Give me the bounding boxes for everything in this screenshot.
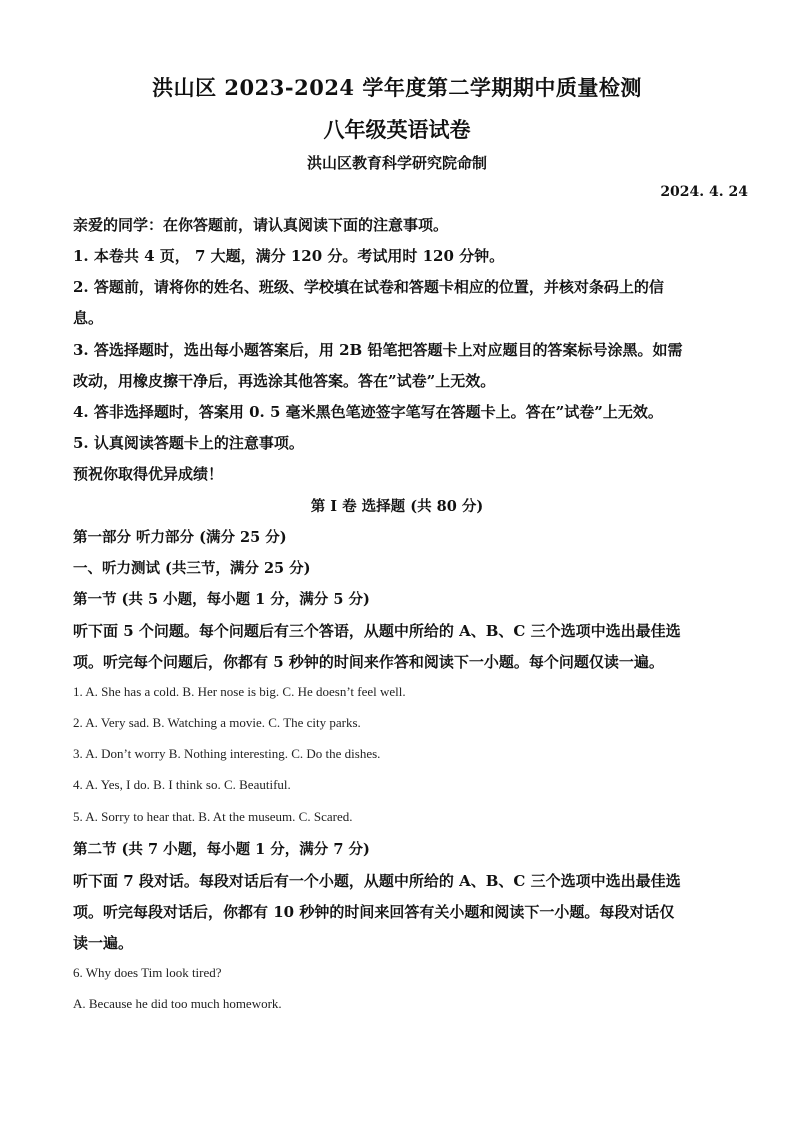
notice-item: 改动，用橡皮擦干净后，再选涂其他答案。答在”试卷”上无效。 [73,372,496,390]
notice-item: 息。 [73,309,104,327]
exam-organizer: 洪山区教育科学研究院命制 [306,154,487,172]
notice-item: 4. 答非选择题时，答案用 0. 5 毫米黑色笔迹签字笔写在答题卡上。答在”试卷”上无效。 [73,403,663,421]
notice-wish: 预祝你取得优异成绩！ [73,465,224,483]
notice-item: 1. 本卷共 4 页， 7 大题，满分 120 分。考试用时 120 分钟。 [73,247,505,265]
question-4: 4. A. Yes, I do. B. I think so. C. Beautiful. [73,777,291,792]
question-6: 6. Why does Tim look tired? [73,965,222,980]
question-2: 2. A. Very sad. B. Watching a movie. C. The city parks. [73,715,361,730]
volume-heading: 第 I 卷 选择题 (共 80 分) [310,498,484,515]
section2-heading: 第二节 (共 7 小题，每小题 1 分，满分 7 分) [73,841,370,858]
notice-item: 2. 答题前，请将你的姓名、班级、学校填在试卷和答题卡相应的位置，并核对条码上的信 [73,278,664,296]
question-3: 3. A. Don’t worry B. Nothing interesting. C. Do the dishes. [73,746,381,761]
notice-intro: 亲爱的同学：在你答题前，请认真阅读下面的注意事项。 [73,216,449,234]
exam-subtitle: 八年级英语试卷 [323,117,471,142]
question-1: 1. A. She has a cold. B. Her nose is big. C. He doesn’t feel well. [73,684,406,699]
notice-item: 5. 认真阅读答题卡上的注意事项。 [73,434,304,452]
section1-heading: 第一节 (共 5 小题，每小题 1 分，满分 5 分) [73,591,370,608]
notice-item: 3. 答选择题时，选出每小题答案后，用 2B 铅笔把答题卡上对应题目的答案标号涂黑。如需 [73,341,683,359]
question-5: 5. A. Sorry to hear that. B. At the museum. C. Scared. [73,809,353,824]
section2-instruction: 听下面 7 段对话。每段对话后有一个小题，从题中所给的 A、B、C 三个选项中选出最佳选 [73,872,681,890]
section2-instruction: 项。听完每段对话后，你都有 10 秒钟的时间来回答有关小题和阅读下一小题。每段对话仅 [73,903,675,921]
section1-instruction: 项。听完每个问题后，你都有 5 秒钟的时间来作答和阅读下一小题。每个问题仅读一遍。 [73,653,664,671]
section2-instruction: 读一遍。 [73,934,134,952]
exam-title: 洪山区 2023-2024 学年度第二学期期中质量检测 [152,75,642,100]
section-heading: 一、听力测试 (共三节，满分 25 分) [73,560,311,577]
question-6-option-a: A. Because he did too much homework. [73,996,282,1011]
section1-instruction: 听下面 5 个问题。每个问题后有三个答语，从题中所给的 A、B、C 三个选项中选出最佳选 [73,622,681,640]
exam-date: 2024. 4. 24 [660,184,748,200]
part-heading: 第一部分 听力部分 (满分 25 分) [73,529,287,546]
